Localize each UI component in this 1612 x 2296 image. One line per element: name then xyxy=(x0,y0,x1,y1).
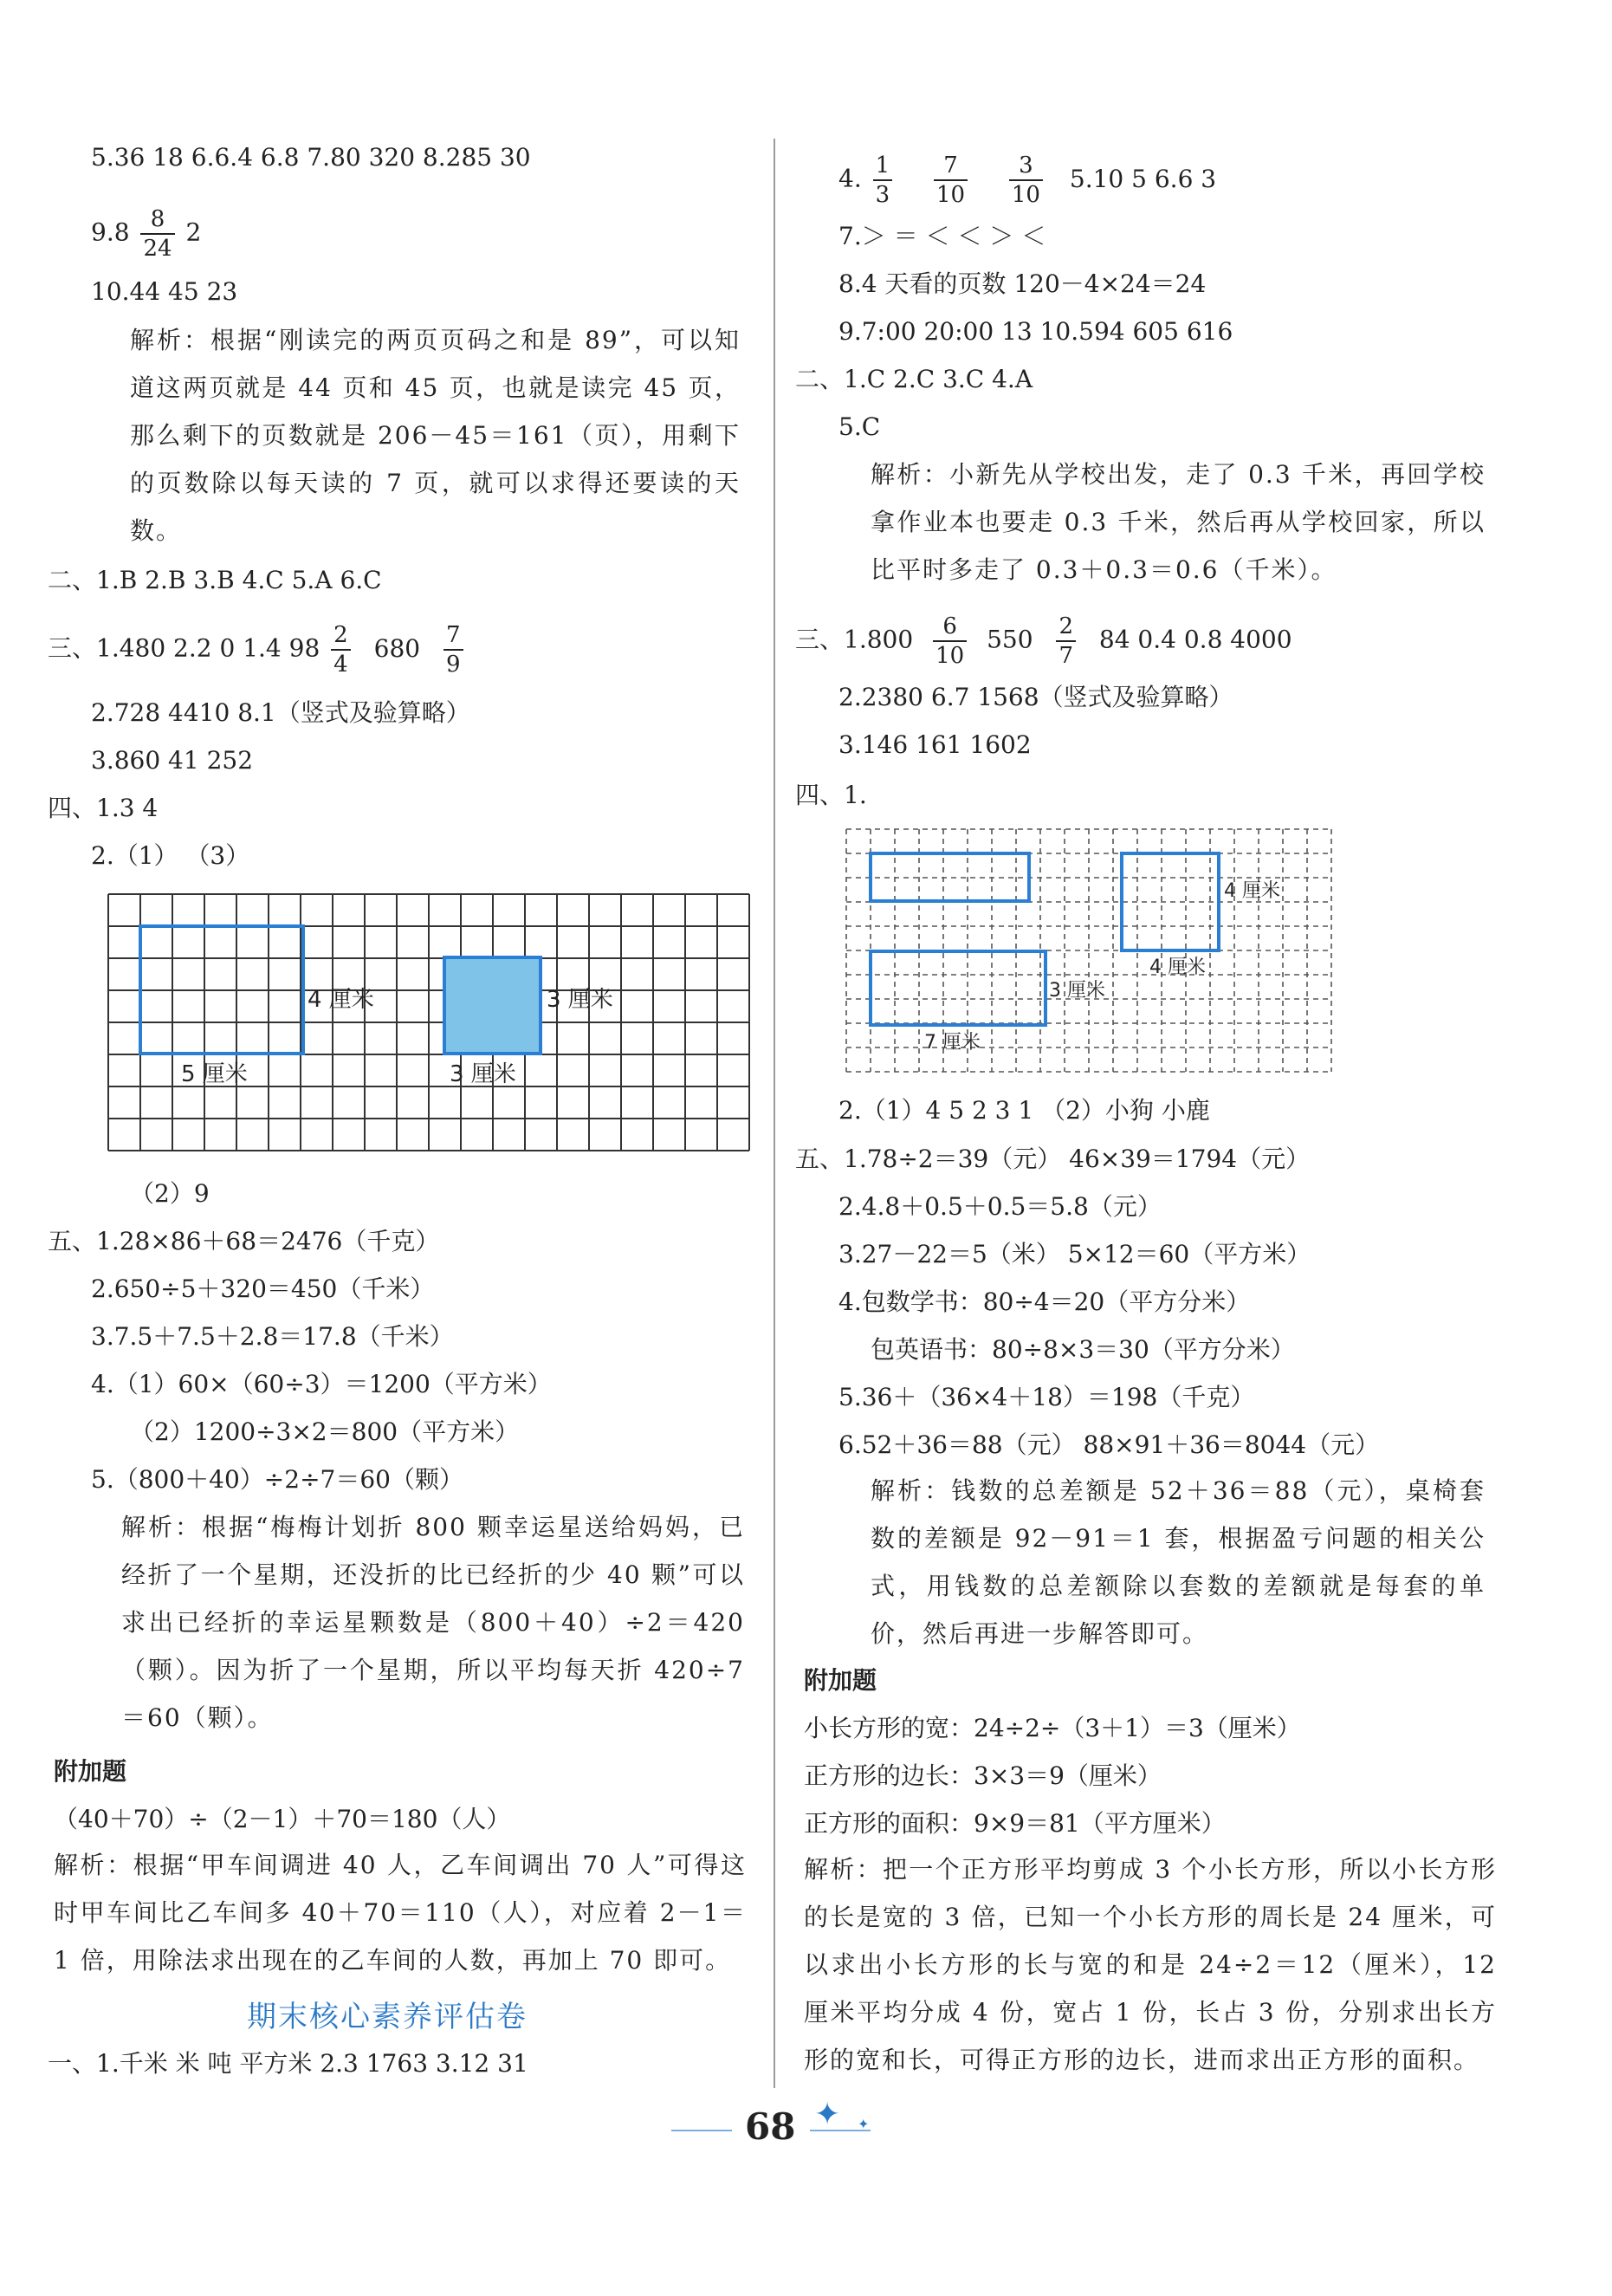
answer-line-3: 10.44 45 23 xyxy=(91,277,238,306)
r-answer-line-3: 8.4 天看的页数 120－4×24＝24 xyxy=(838,269,1207,298)
r-explanation-2: 解析：钱数的总差额是 52＋36＝88（元），桌椅套数的差额是 92－91＝1 套，根据盈亏问题的相关公式，用钱数的总差额除以套数的差额就是每套的单价，然后再进一步解答即可。 xyxy=(871,1476,1486,1648)
explanation-2: 解析：根据“梅梅计划折 800 颗幸运星送给妈妈，已经折了一个星期，还没折的比已经折的少 40 颗”可以求出已经折的幸运星颗数是（800＋40）÷2＝420（颗）。因为折了一个星期，所以平均每天折 420÷7＝60（颗）。 xyxy=(121,1513,745,1732)
label-4cm-bottom: 4 厘米 xyxy=(1149,957,1206,978)
shaded-square xyxy=(444,957,541,1054)
fraction: $\frac{6}{10}$ xyxy=(933,615,967,667)
r-section-5-line-4b: 包英语书：80÷8×3＝30（平方分米） xyxy=(871,1335,1295,1364)
fraction: $\frac{1}{3}$ xyxy=(873,154,893,206)
page-number: 68 xyxy=(745,2105,796,2148)
star-icon: ✦ xyxy=(814,2097,841,2132)
section-4-line-1: 四、1.3 4 xyxy=(48,794,159,822)
r-section-5-line-5: 5.36＋（36×4＋18）＝198（千克） xyxy=(838,1383,1255,1411)
final-exam-line-1: 一、1.千米 米 吨 平方米 2.3 1763 3.12 31 xyxy=(48,2049,528,2078)
label-4cm: 4 厘米 xyxy=(308,987,374,1013)
section-5-line-2: 2.650÷5＋320＝450（千米） xyxy=(91,1274,435,1303)
r-explanation-3: 解析：把一个正方形平均剪成 3 个小长方形，所以小长方形的长是宽的 3 倍，已知一个小长方形的周长是 24 厘米，可以求出小长方形的长与宽的和是 24÷2＝12（厘米），12 厘米平均分成 4 份，宽占 1 份，长占 3 份，分别求出长方形的宽和长，可得正方形的边长，进而求出正方形的面积。 xyxy=(804,1855,1497,2074)
grid-figure-left xyxy=(107,892,762,1157)
r-extra-line-3: 正方形的面积：9×9＝81（平方厘米） xyxy=(804,1809,1226,1838)
section-5-line-4b: （2）1200÷3×2＝800（平方米） xyxy=(130,1417,520,1446)
answer-9-suffix: 2 xyxy=(185,217,202,247)
label-3cm-bottom: 3 厘米 xyxy=(450,1061,516,1087)
extra-equation: （40＋70）÷（2－1）＋70＝180（人） xyxy=(54,1805,511,1833)
r-section-4-line-2: 2.（1）4 5 2 3 1 （2）小狗 小鹿 xyxy=(838,1096,1210,1125)
section-5-line-3: 3.7.5＋7.5＋2.8＝17.8（千米） xyxy=(91,1322,454,1351)
extra-title: 附加题 xyxy=(54,1757,127,1786)
grid-figure-right xyxy=(845,827,1351,1079)
r-section-3-line-3: 3.146 161 1602 xyxy=(838,730,1032,759)
column-divider xyxy=(774,139,775,2088)
section-4-line-2: 2.（1） （3） xyxy=(91,841,250,870)
explanation-3: 解析：根据“甲车间调进 40 人，乙车间调出 70 人”可得这时甲车间比乙车间多 40＋70＝110（人），对应着 2－1＝1 倍，用除法求出现在的乙车间的人数，再加上 70 即可。 xyxy=(54,1851,747,1975)
rectangle-bottom-left xyxy=(871,951,1046,1025)
r-section-3-line-2: 2.2380 6.7 1568（竖式及验算略） xyxy=(838,683,1233,711)
answer-line-1: 5.36 18 6.6.4 6.8 7.80 320 8.285 30 xyxy=(91,143,531,172)
r-section-3-line-1: 三、1.800 $\frac{6}{10}$ 550 $\frac{2}{7}$ 84 0.4 0.8 4000 xyxy=(795,613,1292,669)
section-5-line-5: 5.（800＋40）÷2÷7＝60（颗） xyxy=(91,1465,463,1494)
section-2: 二、1.B 2.B 3.B 4.C 5.A 6.C xyxy=(48,566,382,594)
final-exam-title: 期末核心素养评估卷 xyxy=(247,2000,528,2034)
r-section-2-5: 5.C xyxy=(838,412,881,441)
section-3-line-1: 三、1.480 2.2 0 1.4 98 $\frac{2}{4}$ 680 $\frac{7}{9}$ xyxy=(48,624,467,676)
answer-line-2 xyxy=(91,208,201,260)
fraction: $\frac{7}{10}$ xyxy=(934,154,968,206)
section-3-line-3: 3.860 41 252 xyxy=(91,746,254,775)
label-5cm: 5 厘米 xyxy=(181,1061,248,1087)
r-section-5-line-1: 五、1.78÷2＝39（元） 46×39＝1794（元） xyxy=(795,1145,1311,1173)
label-4cm-side: 4 厘米 xyxy=(1224,880,1280,902)
fraction: $\frac{2}{4}$ xyxy=(331,624,351,676)
r-extra-line-2: 正方形的边长：3×3＝9（厘米） xyxy=(804,1761,1162,1790)
r-section-5-line-4a: 4.包数学书：80÷4＝20（平方分米） xyxy=(838,1287,1251,1316)
footer-line-left xyxy=(671,2130,732,2131)
label-3cm: 3 厘米 xyxy=(1049,980,1105,1002)
r-extra-title: 附加题 xyxy=(804,1666,877,1695)
r-section-5-line-6: 6.52＋36＝88（元） 88×91＋36＝8044（元） xyxy=(838,1430,1380,1459)
answer-9-prefix: 9.8 xyxy=(91,217,130,247)
section-5-line-1: 五、1.28×86＋68＝2476（千克） xyxy=(48,1227,440,1255)
fraction: $\frac{8}{24}$ xyxy=(140,208,174,260)
label-3cm-side: 3 厘米 xyxy=(547,987,613,1013)
r-answer-line-1: 4. $\frac{1}{3}$ $\frac{7}{10}$ $\frac{3}{10}$ 5.10 5 6.6 3 xyxy=(838,152,1217,208)
label-7cm: 7 厘米 xyxy=(924,1032,981,1054)
section-5-line-4a: 4.（1）60×（60÷3）＝1200（平方米） xyxy=(91,1370,552,1398)
explanation-1: 解析：根据“刚读完的两页页码之和是 89”，可以知道这两页就是 44 页和 45 页，也就是读完 45 页，那么剩下的页数就是 206－45＝161（页），用剩下的页数除以每天读的 7 页，就可以求得还要读的天数。 xyxy=(130,326,741,545)
r-answer-line-2: 7.＞ ＝ ＜ ＜ ＞ ＜ xyxy=(838,222,1046,250)
r-section-5-line-2: 2.4.8＋0.5＋0.5＝5.8（元） xyxy=(838,1192,1162,1221)
fraction: $\frac{3}{10}$ xyxy=(1009,154,1043,206)
r-explanation-1: 解析：小新先从学校出发，走了 0.3 千米，再回学校拿作业本也要走 0.3 千米，然后再从学校回家，所以比平时多走了 0.3＋0.3＝0.6（千米）。 xyxy=(871,460,1486,584)
r-section-5-line-3: 3.27－22＝5（米） 5×12＝60（平方米） xyxy=(838,1240,1311,1268)
section-3-line-2: 2.728 4410 8.1（竖式及验算略） xyxy=(91,698,470,727)
r-section-2: 二、1.C 2.C 3.C 4.A xyxy=(795,365,1033,393)
r-answer-line-4: 9.7:00 20:00 13 10.594 605 616 xyxy=(838,317,1233,346)
section-4-line-3: （2）9 xyxy=(130,1179,210,1208)
fraction: $\frac{7}{9}$ xyxy=(443,624,463,676)
small-star-icon: ✦ xyxy=(858,2116,870,2132)
r-extra-line-1: 小长方形的宽：24÷2÷（3＋1）＝3（厘米） xyxy=(804,1714,1301,1742)
r-section-4-line-1: 四、1. xyxy=(795,781,867,809)
fraction: $\frac{2}{7}$ xyxy=(1056,615,1076,667)
